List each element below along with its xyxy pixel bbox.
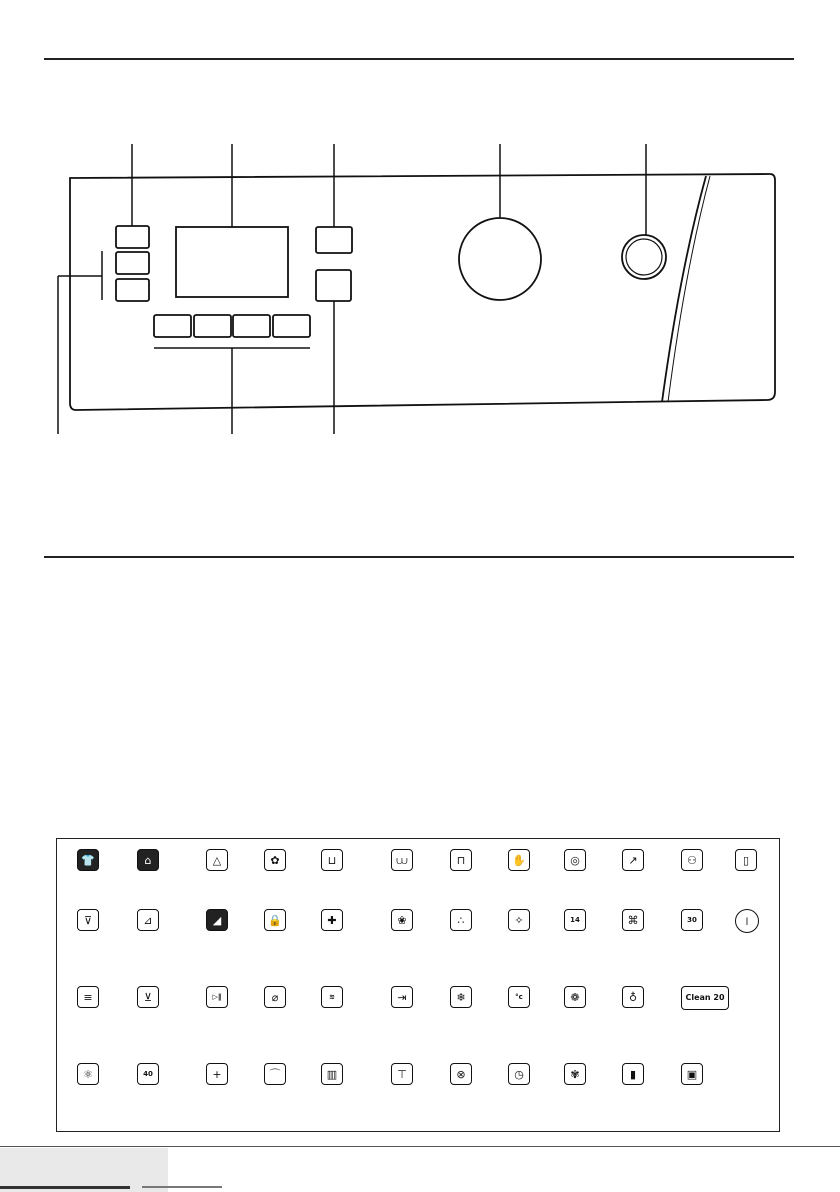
footer-ink-1 [0,1186,130,1189]
sportswear-icon: ⚇ [681,849,703,871]
power-button-outer [622,235,666,279]
function-button-4 [273,315,310,337]
tub-lines-icon: ⩊ [391,849,413,871]
tshirt-box-icon: ▣ [681,1063,703,1085]
prewash-icon: ✚ [321,909,343,931]
drain-icon: ⊽ [77,909,99,931]
program-knob [459,218,541,300]
function-button-1 [154,315,191,337]
mix-icon: ✧ [508,909,530,931]
hygiene-icon: ⊗ [450,1063,472,1085]
symbols-table [56,838,780,1132]
curtain-icon: ⊤ [391,1063,413,1085]
triangle-icon: △ [206,849,228,871]
panel-button-right-top [316,227,352,253]
eco-icon: ∴ [450,909,472,931]
quick-14-icon: 14 [564,909,586,931]
door-icon: ▯ [735,849,757,871]
quick-wash-icon: ≡ [77,986,99,1008]
baby-bottle-icon: ♁ [622,986,644,1008]
shoes-icon: ◢ [206,909,228,931]
cold-icon: ❄ [450,986,472,1008]
bottle-icon: ▮ [622,1063,644,1085]
skip-icon: ⇥ [391,986,413,1008]
power-icon: ⏽ [735,909,759,933]
footer-rule [0,1146,840,1147]
display-screen [176,227,288,297]
timer-icon: ◷ [508,1063,530,1085]
panel-curve-inner [668,176,710,402]
tub-icon: ⊔ [321,849,343,871]
tub-dash-icon: ⊓ [450,849,472,871]
jacket-icon: ▥ [321,1063,343,1085]
delicate-icon: ✾ [564,1063,586,1085]
panel-button-3 [116,279,149,301]
plus-icon: + [206,1063,228,1085]
function-button-3 [233,315,270,337]
panel-button-1 [116,226,149,248]
super-40-icon: 40 [137,1063,159,1085]
no-spin-icon: ⌀ [264,986,286,1008]
function-button-2 [194,315,231,337]
express-icon: ≋ [321,986,343,1008]
quick-30-icon: 30 [681,909,703,931]
eco-clean-20-icon: Clean 20 [681,986,729,1010]
shoe-icon: ↗ [622,849,644,871]
tshirt-filled-icon: 👕 [77,849,99,871]
panel-button-2 [116,252,149,274]
start-pause-icon: ▷‖ [206,986,228,1008]
fast-icon: ❁ [564,986,586,1008]
spiral-icon: ◎ [564,849,586,871]
cotton-flower-icon: ✿ [264,849,286,871]
tshirt-framed-icon: ⌂ [137,849,159,871]
lock-icon: 🔒 [264,909,286,931]
wool-icon: ⚛ [77,1063,99,1085]
panel-curve [662,176,706,402]
panel-button-right-bottom [316,270,351,301]
rinse-icon: ⊻ [137,986,159,1008]
shirt-line-icon: ⌒ [264,1063,286,1085]
temperature-icon: °c [508,986,530,1008]
iron-icon: ⊿ [137,909,159,931]
synthetic-icon: ❀ [391,909,413,931]
control-panel-diagram [0,0,840,560]
tub-hand-icon: ✋ [508,849,530,871]
shirt-icon: ⌘ [622,909,644,931]
footer-ink-2 [142,1186,222,1188]
